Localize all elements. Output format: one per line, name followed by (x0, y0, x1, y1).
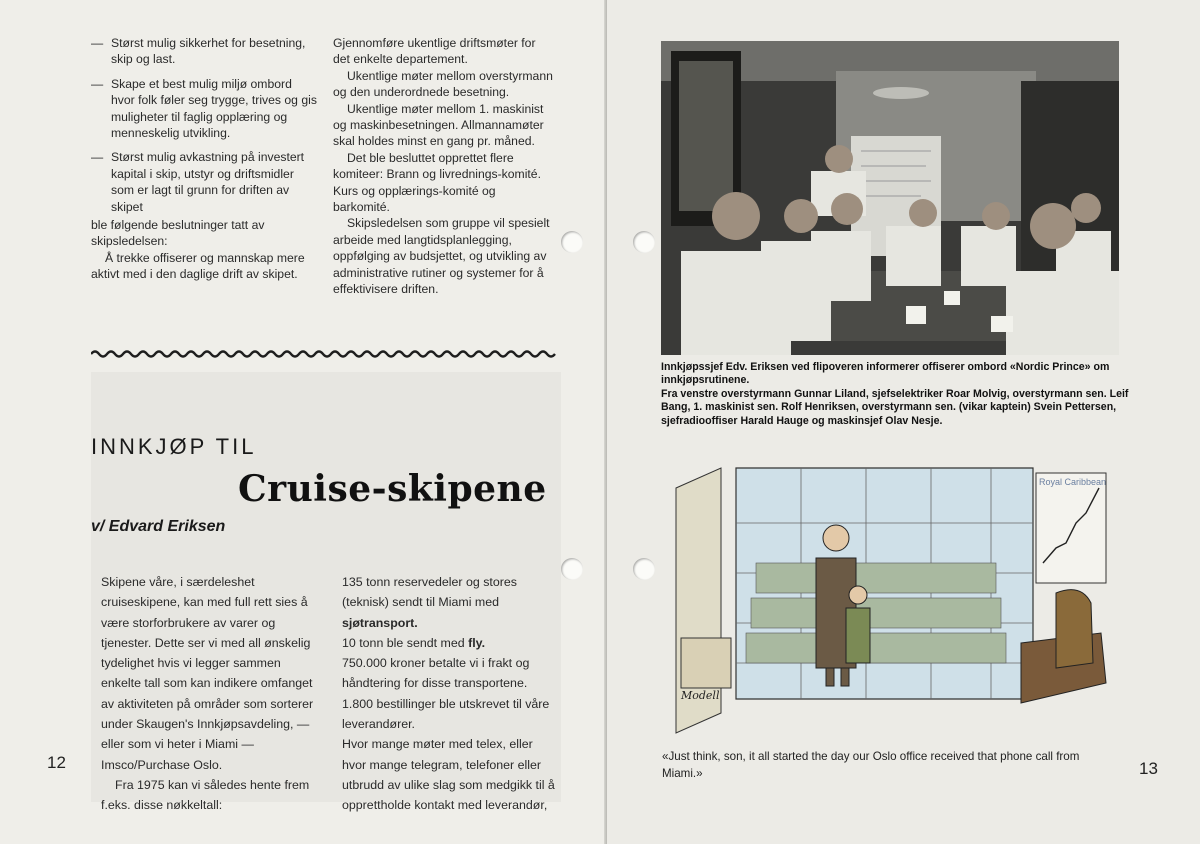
paragraph (342, 572, 555, 633)
binder-hole (561, 558, 583, 580)
article-headline: Cruise-skipene (238, 468, 547, 510)
bullet-item (91, 76, 318, 142)
binder-hole (561, 231, 583, 253)
paragraph: Hvor mange møter med telex, eller hvor mange telegram, telefoner eller utbrudd av ulike slag som medgikk til å opprettholde kontakt med leverandør, (342, 737, 555, 813)
meeting-photo (661, 41, 1119, 355)
binder-hole (633, 231, 655, 253)
bullet-dash: — (91, 150, 104, 165)
article-column-1 (101, 572, 316, 816)
cartoon-illustration (661, 463, 1119, 735)
article-kicker: INNKJØP TIL (91, 434, 257, 459)
left-column-top (91, 35, 318, 283)
bold-text: sjøtransport. (342, 615, 418, 630)
bold-text: fly. (468, 635, 486, 650)
cartoon-signature: Modell (681, 689, 720, 702)
paragraph: Ukentlige møter mellom overstyrmann og den underordnede besetning. (333, 68, 553, 100)
caption-line: Fra venstre overstyrmann Gunnar Liland, sjefselektriker Roar Molvig, overstyrmann sen. Leif Bang, 1. maskinist sen. Rolf Henriksen, overstyrmann sen. (vikar kaptein) Svein Pettersen, sjefradiooffiser Harald Hauge og maskinsjef Olav Nesje. (661, 387, 1129, 427)
photo-caption (661, 361, 1131, 428)
meeting-photo-image (661, 41, 1119, 355)
wavy-divider (91, 349, 558, 359)
paragraph: Ukentlige møter mellom 1. maskinist og maskinbesetningen. Allmannamøter skal holdes minst en gang pr. måned. (333, 101, 544, 149)
paragraph: Skipene våre, i særdeleshet cruiseskipene, kan med full rett sies å være storforbrukere av varer og tjenester. Dette ser vi med all ønskelig tydelighet hvis vi legger sammen enkelte tall som kan indikere omfanget av aktiviteten på områder som sorterer under Skaugen's Innkjøpsavdeling, — eller som vi heter i Miami — Imsco/Purchase Oslo. (101, 575, 314, 772)
paragraph: ble følgende beslutninger tatt av skipsledelsen: (91, 218, 265, 249)
paragraph: Å trekke offiserer og mannskap mere aktivt med i den daglige drift av skipet. (91, 250, 305, 282)
bullet-dash: — (91, 76, 104, 91)
paragraph: Det ble besluttet opprettet flere komiteer: Brann og livrednings-komité. Kurs og opplærings-komité og barkomité. (333, 150, 541, 215)
bullet-text: Størst mulig sikkerhet for besetning, skip og last. (111, 36, 306, 67)
paragraph (342, 633, 555, 653)
cartoon-sign-text: Royal Caribbean (1039, 477, 1107, 487)
cartoon-caption: «Just think, son, it all started the day our Oslo office received that phone call from Miami.» (662, 750, 1080, 780)
right-column-top (333, 35, 555, 298)
paragraph: Fra 1975 kan vi således hente frem f.eks. disse nøkkeltall: (101, 777, 310, 813)
bullet-text: Størst mulig avkastning på investert kapital i skip, utstyr og driftsmidler som er lagt til grunn for driften av skipet (111, 150, 305, 214)
page-number: 13 (1139, 759, 1158, 778)
bullet-item (91, 35, 318, 68)
paragraph: 750.000 kroner betalte vi i frakt og håndtering for disse transportene. (342, 656, 530, 691)
bullet-text: Skape et best mulig miljø ombord hvor folk føler seg trygge, trives og gis muligheter til faglig opplæring og menneskelig utvikling. (111, 76, 317, 141)
cartoon-drawing (661, 463, 1119, 735)
binder-hole (633, 558, 655, 580)
paragraph: Gjennomføre ukentlige driftsmøter for det enkelte departement. (333, 36, 536, 67)
article-byline: v/ Edvard Eriksen (91, 518, 226, 535)
bullet-dash: — (91, 36, 104, 50)
article-column-2 (342, 572, 555, 816)
text: 10 tonn ble sendt med (342, 635, 469, 650)
text: 135 tonn reservedeler og stores (teknisk) sendt til Miami med (342, 575, 517, 610)
bullet-item (91, 149, 318, 215)
paragraph: Skipsledelsen som gruppe vil spesielt arbeide med langtidsplanlegging, oppfølging av budsjettet, og utvikling av administrative rutiner og systemer for å effektivisere driften. (333, 216, 550, 297)
page-number: 12 (47, 753, 66, 772)
caption-line: Innkjøpssjef Edv. Eriksen ved flipoveren informerer offiserer ombord «Nordic Prince» om innkjøpsrutinene. (661, 361, 1110, 387)
paragraph: 1.800 bestillinger ble utskrevet til våre leverandører. (342, 696, 550, 732)
